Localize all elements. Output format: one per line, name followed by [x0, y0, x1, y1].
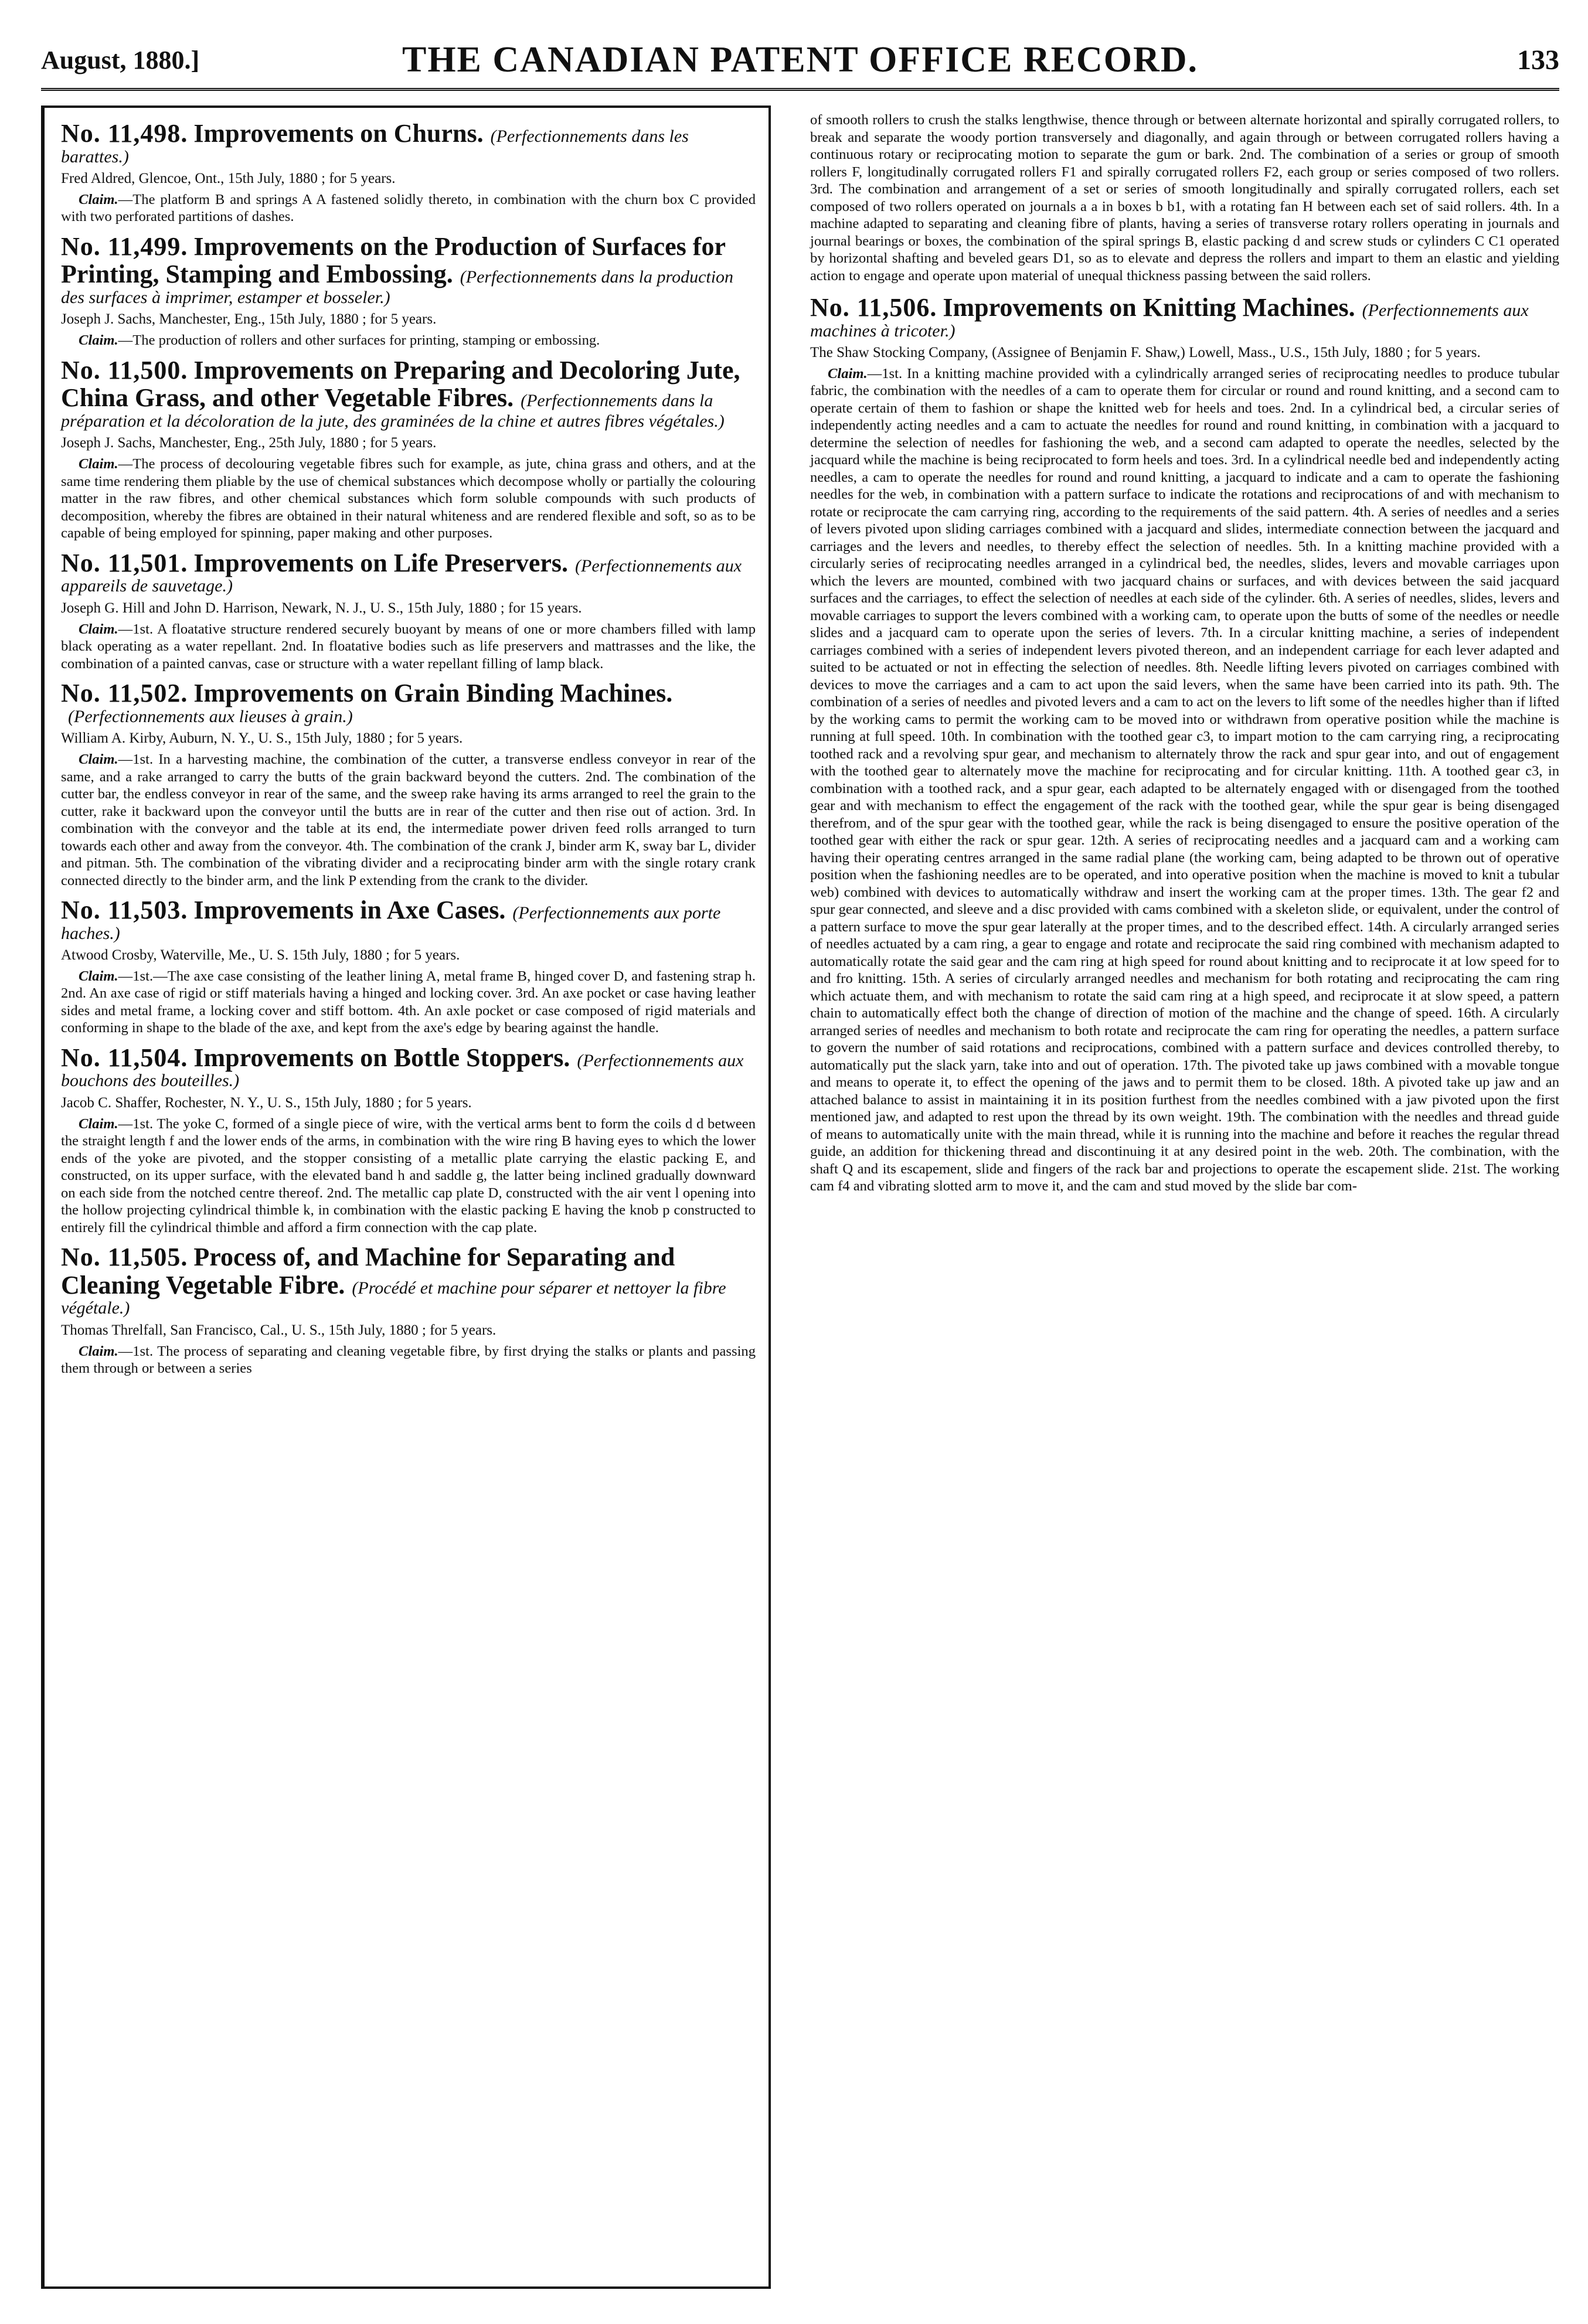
- patent-applicant: Jacob C. Shaffer, Rochester, N. Y., U. S., 15th July, 1880 ; for 5 years.: [61, 1094, 472, 1111]
- claim-label: Claim.: [79, 621, 118, 637]
- patent-claim: [61, 621, 756, 673]
- patent-applicant: William A. Kirby, Auburn, N. Y., U. S., 15th July, 1880 ; for 5 years.: [61, 730, 463, 747]
- patent-applicant: Joseph J. Sachs, Manchester, Eng., 25th July, 1880 ; for 5 years.: [61, 435, 437, 451]
- patent-applicant: Joseph G. Hill and John D. Harrison, Newark, N. J., U. S., 15th July, 1880 ; for 15 years.: [61, 600, 582, 616]
- patent-french-title: (Perfectionnements aux lieuses à grain.): [68, 706, 353, 726]
- patent-number: No. 11,504.: [61, 1043, 188, 1072]
- patent-number: No. 11,501.: [61, 548, 188, 577]
- claim-label: Claim.: [79, 1115, 118, 1132]
- patent-number: No. 11,498.: [61, 119, 188, 148]
- claim-label: Claim.: [79, 191, 118, 207]
- patent-title: Improvements on Life Preservers.: [193, 548, 569, 577]
- page: [41, 32, 1559, 2301]
- claim-text: —The platform B and springs A A fastened solidly thereto, in combination with the churn box C provided with two perforated partitions of dashes.: [61, 191, 756, 225]
- patent-applicant: The Shaw Stocking Company, (Assignee of Benjamin F. Shaw,) Lowell, Mass., U.S., 15th July, 1880 ; for 5 years.: [810, 344, 1481, 360]
- patent-french-title: (Perfectionnements dans la préparation et la décoloration de la jute, des graminées de la chine et autres fibres végétales.): [61, 391, 725, 431]
- patent-french-title: (Perfectionnements aux bouchons des bouteilles.): [61, 1050, 744, 1091]
- patent-entry: [61, 679, 756, 889]
- continued-claim-text: of smooth rollers to crush the stalks lengthwise, thence through or between alternate horizontal and spirally corrugated rollers, to break and separate the woody portion transversely and diagonally, and again through or between corrugated rollers having a continuous rotary or reciprocating motion to separate the gum or bark. 2nd. The combination of a series or group of smooth rollers F, longitudinally corrugated rollers F1 and spirally corrugated rollers F2, each group or series composed of two rollers. 3rd. The combination and arrangement of a set or series of smooth longitudinally and spirally corrugated rollers, each set composed of two rollers operated on journals a a in boxes b b1, with a rotating fan H between each set of said rollers. 4th. In a machine adapted to separating and cleaning fibre of plants, having a series of transverse rotary rollers operating in journals and journal bearings or boxes, the combination of the spiral springs B, elastic packing d and screw studs or cylinders C C1 operated by horizontal shafting and beveled gears D1, so as to elevate and depress the rollers and impart to them an elastic and yielding action to engage and operate upon material of unequal thickness passing between the said rollers.: [810, 112, 1559, 284]
- patent-number: No. 11,505.: [61, 1243, 188, 1272]
- patent-applicant: Joseph J. Sachs, Manchester, Eng., 15th July, 1880 ; for 5 years.: [61, 311, 437, 328]
- claim-text: —1st. The yoke C, formed of a single piece of wire, with the vertical arms bent to form the coils d d between the straight length f and the lower ends of the arms, in combination with the wire ring B having eyes to which the lower ends of the yoke are pivoted, and the stopper consisting of a metallic plate carrying the elastic packing E, and constructed, on its upper surface, with the elevated band h and saddle g, the latter being inclined gradually downward on each side from the notched centre thereof. 2nd. The metallic cap plate D, constructed with the air vent l opening into the hollow projecting cylindrical thimble k, in combination with the elastic packing E having the knob p constructed to entirely fill the cylindrical thimble and afford a firm connection with the cap plate.: [61, 1115, 756, 1236]
- claim-label: Claim.: [828, 365, 868, 382]
- patent-french-title: (Perfectionnements dans la production des surfaces à imprimer, estamper et bosseler.): [61, 267, 734, 307]
- claim-text: —The process of decolouring vegetable fibres such for example, as jute, china grass and others, and at the same time rendering them pliable by the use of chemical substances which decompose wholly or partially the colouring matter in the raw fibres, and other chemical substances which form soluble compounds with such products of decomposition, whereby the fibres are obtained in their natural whiteness and are rendered flexible and soft, so as to be capable of being employed for spinning, paper making and other purposes.: [61, 456, 756, 542]
- claim-label: Claim.: [79, 751, 118, 768]
- patent-title: Improvements on Grain Binding Machines.: [193, 679, 673, 708]
- page-number: 133: [1517, 45, 1559, 76]
- patent-french-title: (Procédé et machine pour séparer et nettoyer la fibre végétale.): [61, 1278, 726, 1318]
- patent-title: Improvements on the Production of Surfaces for Printing, Stamping and Embossing.: [61, 232, 726, 289]
- patent-title: Improvements on Bottle Stoppers.: [193, 1043, 570, 1072]
- claim-label: Claim.: [79, 1343, 118, 1359]
- patent-number: No. 11,499.: [61, 232, 188, 261]
- page-header: [41, 32, 1559, 91]
- patent-entry: [61, 1243, 756, 1377]
- claim-text: —1st.—The axe case consisting of the leather lining A, metal frame B, hinged cover D, and fastening strap h. 2nd. An axe case of rigid or stiff materials having a hinged and locking cover. 3rd. An axe pocket or case having leather sides and metal frame, a locking cover and stiff bottom. 4th. An axle pocket or case composed of rigid materials and conforming in shape to the blade of the axe, and kept from the axe's edge by bearing against the handle.: [61, 968, 756, 1036]
- patent-entry: [810, 294, 1559, 1195]
- patent-title: Process of, and Machine for Separating and Cleaning Vegetable Fibre.: [61, 1243, 675, 1299]
- patent-number: No. 11,506.: [810, 293, 937, 322]
- patent-entry: [61, 120, 756, 226]
- patent-claim: [61, 1343, 756, 1377]
- claim-text: —The production of rollers and other surfaces for printing, stamping or embossing.: [118, 332, 600, 349]
- patent-entry: [61, 549, 756, 672]
- claim-label: Claim.: [79, 332, 118, 349]
- patent-claim: [61, 455, 756, 542]
- patent-number: No. 11,502.: [61, 679, 188, 708]
- patent-entry: [61, 356, 756, 542]
- patent-claim: [61, 751, 756, 889]
- patent-entry: [61, 233, 756, 349]
- claim-text: —1st. A floatative structure rendered securely buoyant by means of one or more chambers filled with lamp black operating as a water repellant. 2nd. In floatative bodies such as life preservers and mattrasses and the like, the combination of a painted canvas, case or structure with a water repellant filling of lamp black.: [61, 621, 756, 672]
- patent-french-title: (Perfectionnements aux porte haches.): [61, 903, 721, 943]
- patent-claim: [61, 968, 756, 1037]
- patent-french-title: (Perfectionnements aux appareils de sauvetage.): [61, 556, 742, 596]
- patent-claim: [61, 191, 756, 226]
- patent-french-title: (Perfectionnements aux machines à tricoter.): [810, 301, 1529, 341]
- patent-title: Improvements on Knitting Machines.: [943, 293, 1355, 322]
- patent-french-title: (Perfectionnements dans les barattes.): [61, 127, 689, 166]
- patent-claim: [810, 365, 1559, 1195]
- left-column: [41, 106, 771, 2289]
- patent-title: Improvements in Axe Cases.: [193, 896, 506, 925]
- patent-title: Improvements on Preparing and Decoloring Jute, China Grass, and other Vegetable Fibres.: [61, 355, 740, 413]
- patent-number: No. 11,503.: [61, 896, 188, 925]
- patent-applicant: Fred Aldred, Glencoe, Ont., 15th July, 1880 ; for 5 years.: [61, 170, 396, 186]
- issue-date: August, 1880.]: [41, 46, 200, 74]
- patent-entry: [61, 1044, 756, 1236]
- claim-text: —1st. In a knitting machine provided with a cylindrically arranged series of reciprocating needles to produce tubular fabric, the combination with the needles of a cam to operate them for circular or round and round knitting, and a second cam to operate certain of them to fashion or shape the knitted web for heels and toes. 2nd. In a cylindrical bed, a circular series of independently acting needles and a cam to actuate the needles for round and round knitting, in combination with a jacquard to determine the selection of needles for fashioning the web, and a second cam adapted to operate the needles, selected by the jacquard while the machine is being reciprocated to form heels and toes. 3rd. In a cylindrical needle bed and independently acting needles, a cam to operate the needles for round and round knitting, a jacquard to indicate and a cam to operate the fashioning needles for the web, in combination with a pattern surface to indicate the rotations and reciprocations of and with mechanism to rotate or reciprocate the cam carrying ring, according to the requirements of the said pattern. 4th. A series of needles and a series of levers pivoted upon sliding carriages combined with a jacquard and slides, intermediate connection between the jacquard and carriages and the levers and needles, to thereby effect the selection of needles. 5th. In a knitting machine provided with a circularly series of reciprocating needles arranged in a cylindrical bed, the needles, slides, levers and movable carriages upon which the levers are mounted, combined with two jacquard chains or surfaces, and with devices between the said jacquard surfaces and the carriages, to effect the selection of needles at each side of the cylinder. 6th. A series of needles, slides, levers and movable carriages to support the levers combined with a working cam, to operate upon the butts of some of the needles or needle slides and a jacquard cam to operate upon the series of levers. 7th. In a circular knitting machine, a series of independent carriages combined with a series of independent levers pivoted thereon, and an independent carriage for each lever adapted and suited to be actuated or not in effecting the selection of needles. 8th. Needle lifting levers pivoted on carriages combined with devices to move the carriages and a cam to act upon the said levers, when the same have been carried into its path. 9th. The combination of a series of needles and pivoted levers and a cam to act on the levers to lift some of the needles higher than if lifted by the working cams to permit the working cam to be moved into or withdrawn from operative position while the machine is running at full speed. 10th. In combination with the toothed gear c3, to impart motion to the cam carrying ring, a reciprocating toothed rack and a revolving spur gear, and mechanism to alternately throw the rack and spur gear into, and out of engagement with the toothed gear to alternately move the machine for reciprocating and for circular knitting. 11th. A toothed gear c3, in combination with a toothed rack, and a spur gear, each adapted to be alternately engaged with or disengaged from the toothed gear and with mechanism to effect the engagement of the rack with the toothed gear, while the spur gear is being disengaged therefrom, and of the spur gear with the toothed gear, while the rack is being disengaged to ensure the positive operation of the toothed gear with either the rack or spur gear. 12th. A series of reciprocating needles and a jacquard cam and a working cam having their operating centres arranged in the same radial plane (the working cam, being adapted to be thrown out of operative position when the fashioning needles are to be operated, and into operative position when the machine is moved to knit a tubular web) combined with devices to automatically withdraw and insert the working cam at the proper times. 13th. The gear f2 and spur gear connected, and sleeve and a disc provided with cams combined with a skeleton slide, or equivalent, under the control of a pattern surface to move the spur gear laterally at the proper times, and to the described effect. 14th. A circularly arranged series of needles actuated by a cam ring, a gear to engage and rotate and reciprocate the said ring combined with mechanism adapted to automatically rotate the said gear and the cam ring at high speed for round about knitting and to reciprocate it at low speed for to and fro knitting. 15th. A series of circularly arranged needles and mechanism for both rotating and reciprocating the cam ring which actuate them, and with mechanism to rotate the said cam ring at a high speed, and reciprocate it at slow speed, a pattern chain to automatically effect both the change of direction of motion of the machine and the change of speed. 16th. A circularly arranged series of needles and mechanism to both rotate and reciprocate the cam ring for operating the needles, a pattern surface to govern the number of said rotations and reciprocations, combined with a pattern surface and devices controlled thereby, to automatically put the slack yarn, take into and out of operation. 17th. The pivoted take up jaws combined with a movable tongue and means to operate it, to effect the opening of the jaws and to permit them to be closed. 18th. A pivoted take up jaw and an attached balance to assist in maintaining it in its position furthest from the needles combined with a jaw pivoted upon the first mentioned jaw, and adapted to rest upon the thread by its own weight. 19th. The combination with the needles and thread guide of means to automatically unite with the main thread, while it is running into the machine and before it reaches the regular thread guide, an addition for thickening thread and discontinuing it at any desired point in the web. 20th. The combination, with the shaft Q and its escapement, slide and fingers of the rack bar and projections to operate the escapement slide. 21st. The working cam f4 and vibrating slotted arm to move it, and the cam and stud moved by the slide bar com-: [810, 365, 1559, 1195]
- claim-text: —1st. The process of separating and cleaning vegetable fibre, by first drying the stalks or plants and passing them through or between a series: [61, 1343, 756, 1377]
- claim-text: —1st. In a harvesting machine, the combination of the cutter, a transverse endless conveyor in rear of the same, and a rake arranged to carry the butts of the grain backward beyond the cutters. 2nd. The combination of the cutter bar, the endless conveyor in rear of the same, and the sweep rake having its arms arranged to reel the grain to the cutter, rake it backward upon the conveyor until the butts are in rear of the cutter and then rise out of action. 3rd. In combination with the conveyor and the table at its end, the intermediate power driven feed rolls arranged to turn towards each other and away from the conveyor. 4th. The combination of the crank J, binder arm K, sway bar L, divider and pitman. 5th. The combination of the vibrating divider and a reciprocating binder arm with the single rotary crank connected directly to the binder arm, and the link P extending from the crank to the divider.: [61, 751, 756, 889]
- patent-title: Improvements on Churns.: [193, 119, 484, 148]
- right-column: [797, 106, 1559, 2289]
- patent-claim: [61, 1115, 756, 1237]
- claim-label: Claim.: [79, 968, 118, 984]
- claim-label: Claim.: [79, 456, 118, 472]
- patent-entry: [61, 896, 756, 1037]
- publication-title: THE CANADIAN PATENT OFFICE RECORD.: [402, 40, 1199, 80]
- patent-applicant: Atwood Crosby, Waterville, Me., U. S. 15th July, 1880 ; for 5 years.: [61, 947, 460, 963]
- patent-applicant: Thomas Threlfall, San Francisco, Cal., U. S., 15th July, 1880 ; for 5 years.: [61, 1322, 497, 1338]
- patent-number: No. 11,500.: [61, 355, 188, 385]
- patent-claim: [61, 332, 756, 349]
